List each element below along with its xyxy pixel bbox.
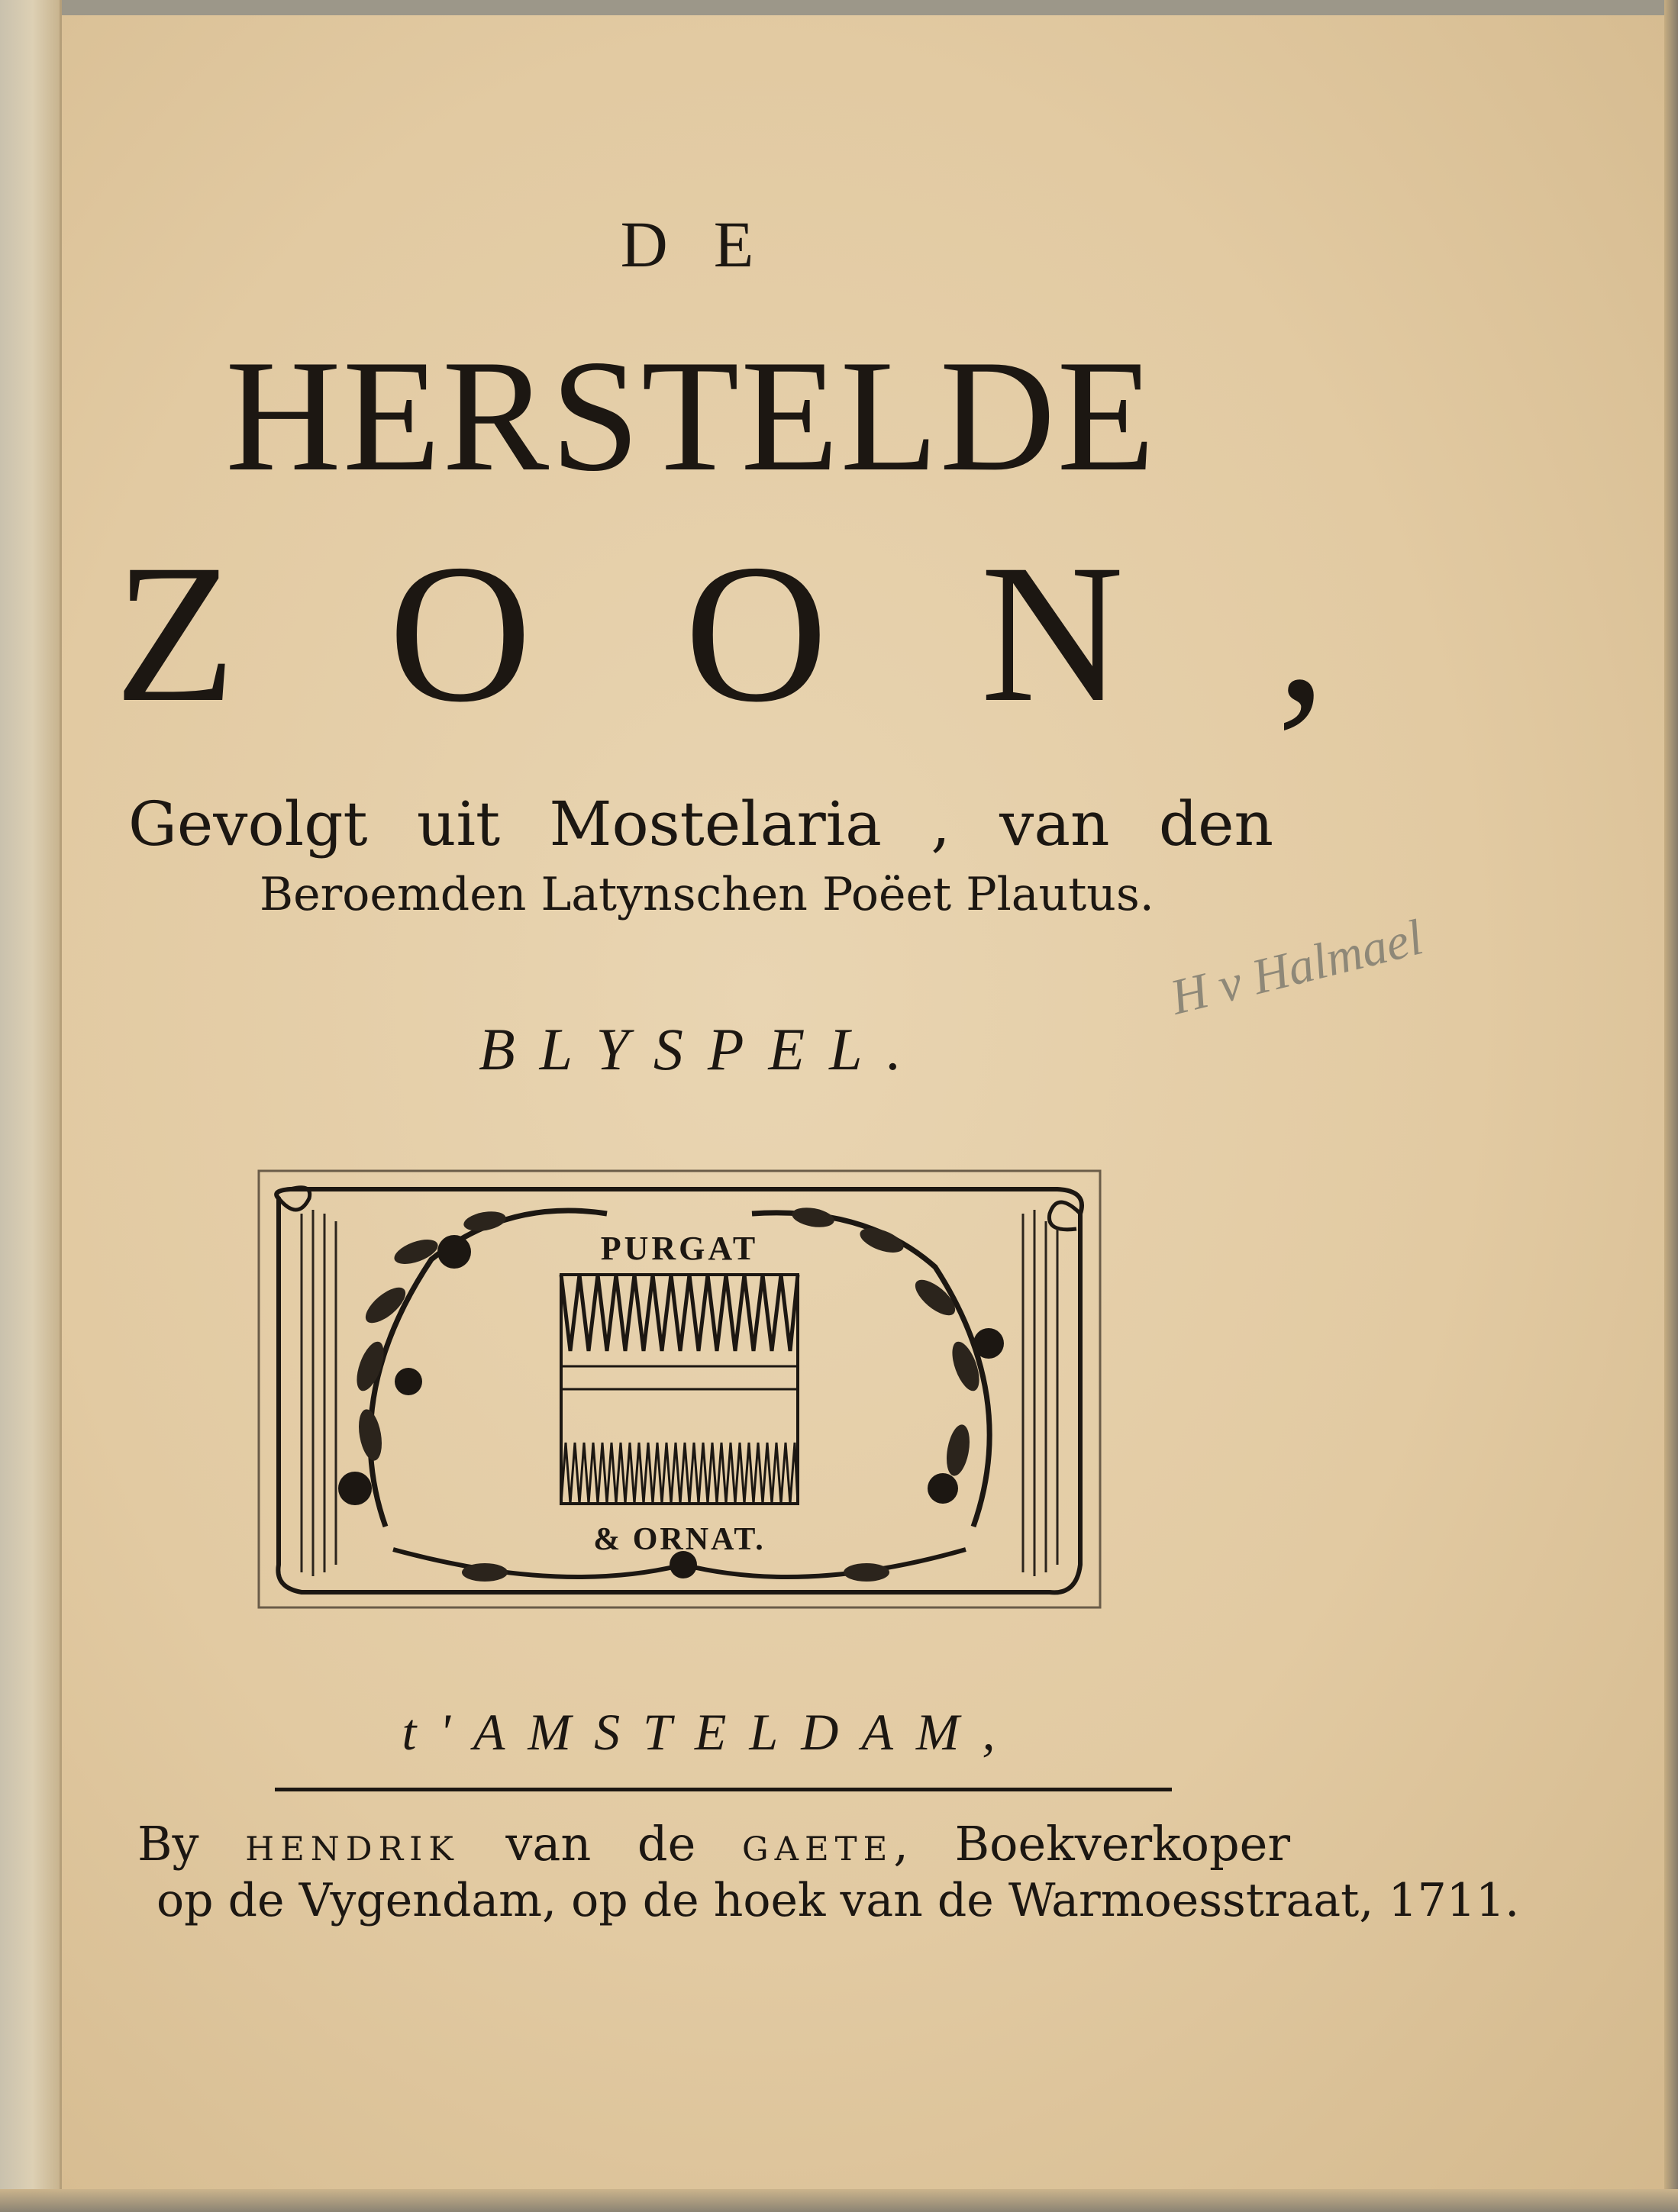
bottom-page-edge [0,2189,1678,2212]
imprint-publisher-first: HENDRIK [245,1830,460,1869]
title-line-2: ZOON, [115,524,1480,743]
imprint-trade: , Boekverkoper [893,1816,1291,1872]
title-line-1: HERSTELDE [225,327,1157,505]
subtitle-line-1: Gevolgt uit Mostelaria , van den [128,788,1273,859]
motto-bottom: & ORNAT. [593,1522,766,1557]
imprint-line-1 [137,1816,1291,1872]
scroll-curl-right [1049,1202,1080,1230]
scroll-hatching-left [302,1210,336,1576]
book-spine [0,0,62,2212]
title-article: DE [620,208,800,281]
handwritten-signature: H v Halmael [1165,909,1428,1026]
top-edge [0,0,1678,15]
subtitle-line-2: Beroemden Latynschen Poëet Plautus. [260,868,1154,921]
imprint-by: By [137,1816,199,1872]
printers-device-vignette [256,1168,1103,1611]
comb-fine-teeth [561,1443,798,1504]
motto-top: PURGAT [600,1230,759,1267]
imprint-line-2: op de Vygendam, op de hoek van de Warmoesstraat, 1711. [157,1874,1520,1927]
scroll-hatching-right [1023,1210,1057,1576]
imprint-publisher-last: GAETE [741,1830,894,1869]
comb-coarse-teeth [561,1275,798,1351]
imprint-van-de: van de [505,1816,696,1872]
imprint-place: t'AMSTELDAM, [402,1703,1018,1761]
imprint-rule [275,1788,1172,1791]
right-page-edge [1664,0,1678,2212]
genre-label: BLYSPEL. [478,1016,926,1082]
